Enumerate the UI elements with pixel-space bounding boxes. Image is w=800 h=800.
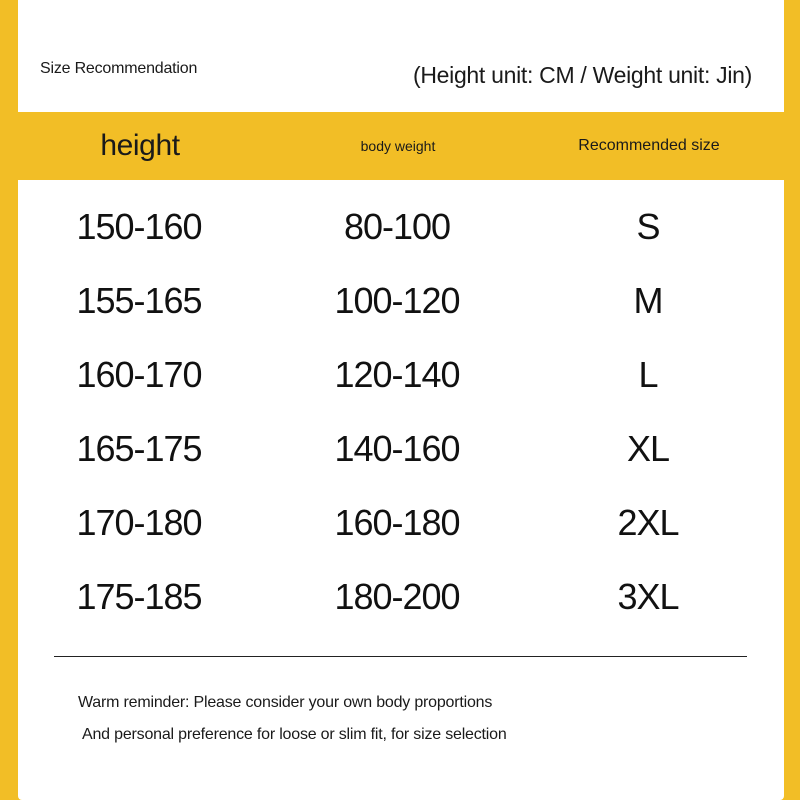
- size-cell: 3XL: [617, 576, 679, 617]
- height-cell: 165-175: [76, 428, 202, 469]
- size-cell: M: [633, 280, 663, 321]
- footer-divider: [54, 656, 747, 657]
- size-cell: 2XL: [617, 502, 679, 543]
- chart-title: Size Recommendation: [40, 60, 198, 77]
- unit-note: (Height unit: CM / Weight unit: Jin): [412, 62, 752, 88]
- table-row: [0, 264, 800, 338]
- height-cell: 170-180: [76, 502, 202, 543]
- reminder-line-1: Warm reminder: Please consider your own body proportions: [78, 694, 493, 711]
- chart-title-area: [18, 0, 784, 112]
- height-cell: 160-170: [76, 354, 202, 395]
- column-header-body-weight: body weight: [360, 138, 436, 154]
- table-body: [0, 190, 800, 634]
- size-cell: XL: [626, 428, 670, 469]
- table-row: [0, 190, 800, 264]
- weight-cell: 120-140: [334, 354, 460, 395]
- table-row: [0, 486, 800, 560]
- weight-cell: 100-120: [334, 280, 460, 321]
- weight-cell: 140-160: [334, 428, 460, 469]
- reminder-line-2: And personal preference for loose or slim fit, for size selection: [82, 726, 507, 743]
- column-header-height: height: [100, 129, 180, 162]
- table-header: [0, 112, 800, 180]
- size-cell: L: [638, 354, 658, 395]
- table-row: [0, 412, 800, 486]
- table-row: [0, 560, 800, 634]
- height-cell: 155-165: [76, 280, 202, 321]
- height-cell: 175-185: [76, 576, 202, 617]
- table-row: [0, 338, 800, 412]
- weight-cell: 180-200: [334, 576, 460, 617]
- weight-cell: 160-180: [334, 502, 460, 543]
- height-cell: 150-160: [76, 206, 202, 247]
- size-cell: S: [636, 206, 660, 247]
- column-header-recommended-size: Recommended size: [578, 137, 720, 154]
- weight-cell: 80-100: [343, 206, 451, 247]
